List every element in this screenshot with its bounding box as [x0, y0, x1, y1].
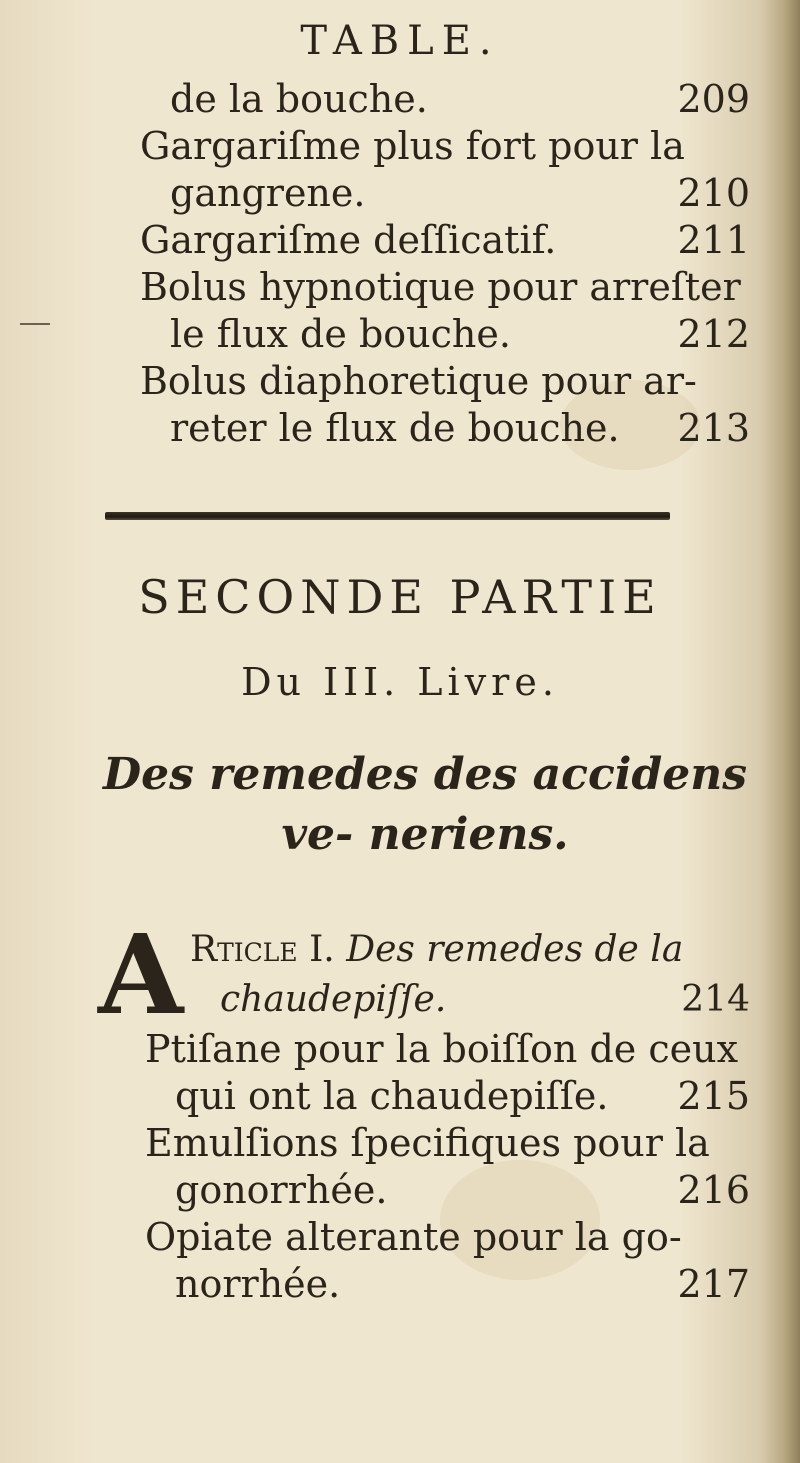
page-number: 212: [677, 312, 750, 356]
entry-line: [140, 357, 750, 404]
index-entry: [140, 263, 750, 357]
entry-text: Gargariſme plus fort pour la: [140, 124, 685, 168]
entry-line: [140, 169, 750, 216]
article-number: Rticle I.: [190, 929, 335, 970]
index-entry: [145, 1119, 750, 1213]
index-entry: [140, 122, 750, 216]
entry-line: [145, 1260, 750, 1307]
entry-line: [145, 1025, 750, 1072]
entry-text: Gargariſme deſſicatif.: [140, 218, 557, 262]
entry-text: Emulſions ſpecifiques pour la: [145, 1121, 710, 1165]
entry-line: [145, 1072, 750, 1119]
index-list-top: [140, 75, 750, 451]
entry-line: [145, 1213, 750, 1260]
page-number: 217: [677, 1262, 750, 1306]
page-number: 216: [677, 1168, 750, 1212]
entry-text: gonorrhée.: [175, 1168, 388, 1212]
page-number: 215: [677, 1074, 750, 1118]
index-entry: [140, 357, 750, 451]
entry-line: [140, 263, 750, 310]
entry-line: [140, 75, 750, 122]
article-title: Des remedes de la: [346, 929, 684, 970]
section-heading: Des remedes des accidens ve- neriens.: [103, 749, 747, 860]
book-title: Du III. Livre.: [241, 660, 559, 704]
part-title: SECONDE PARTIE: [138, 570, 662, 624]
entry-text: Opiate alterante pour la go-: [145, 1215, 682, 1259]
entry-line: [145, 1166, 750, 1213]
margin-mark: [20, 323, 50, 325]
entry-text: qui ont la chaudepiſſe.: [175, 1074, 609, 1118]
entry-text: Bolus hypnotique pour arreſter: [140, 265, 741, 309]
running-head: TABLE.: [300, 18, 500, 64]
entry-line: [140, 216, 750, 263]
entry-text: de la bouche.: [170, 77, 428, 121]
entry-text: Ptiſane pour la boiſſon de ceux: [145, 1027, 739, 1071]
index-entry: [145, 1025, 750, 1119]
entry-line: [145, 1119, 750, 1166]
entry-text: norrhée.: [175, 1262, 341, 1306]
index-entry: [140, 75, 750, 122]
drop-cap: A: [98, 910, 184, 1039]
entry-text: Bolus diaphoretique pour ar-: [140, 359, 697, 403]
page-number: 214: [681, 979, 750, 1020]
index-list-bottom: [145, 1025, 750, 1307]
index-entry: [140, 216, 750, 263]
article-title-cont: chaudepiſſe.: [220, 979, 447, 1020]
entry-line: [140, 310, 750, 357]
entry-text: reter le flux de bouche.: [170, 406, 620, 450]
page-number: 210: [677, 171, 750, 215]
entry-line: [140, 404, 750, 451]
page-number: 211: [677, 218, 750, 262]
entry-text: le flux de bouche.: [170, 312, 511, 356]
horizontal-rule: [105, 512, 670, 520]
page-number: 213: [677, 406, 750, 450]
entry-text: gangrene.: [170, 171, 366, 215]
index-entry: [145, 1213, 750, 1307]
article-heading: [190, 925, 750, 1025]
entry-line: [140, 122, 750, 169]
page-number: 209: [677, 77, 750, 121]
